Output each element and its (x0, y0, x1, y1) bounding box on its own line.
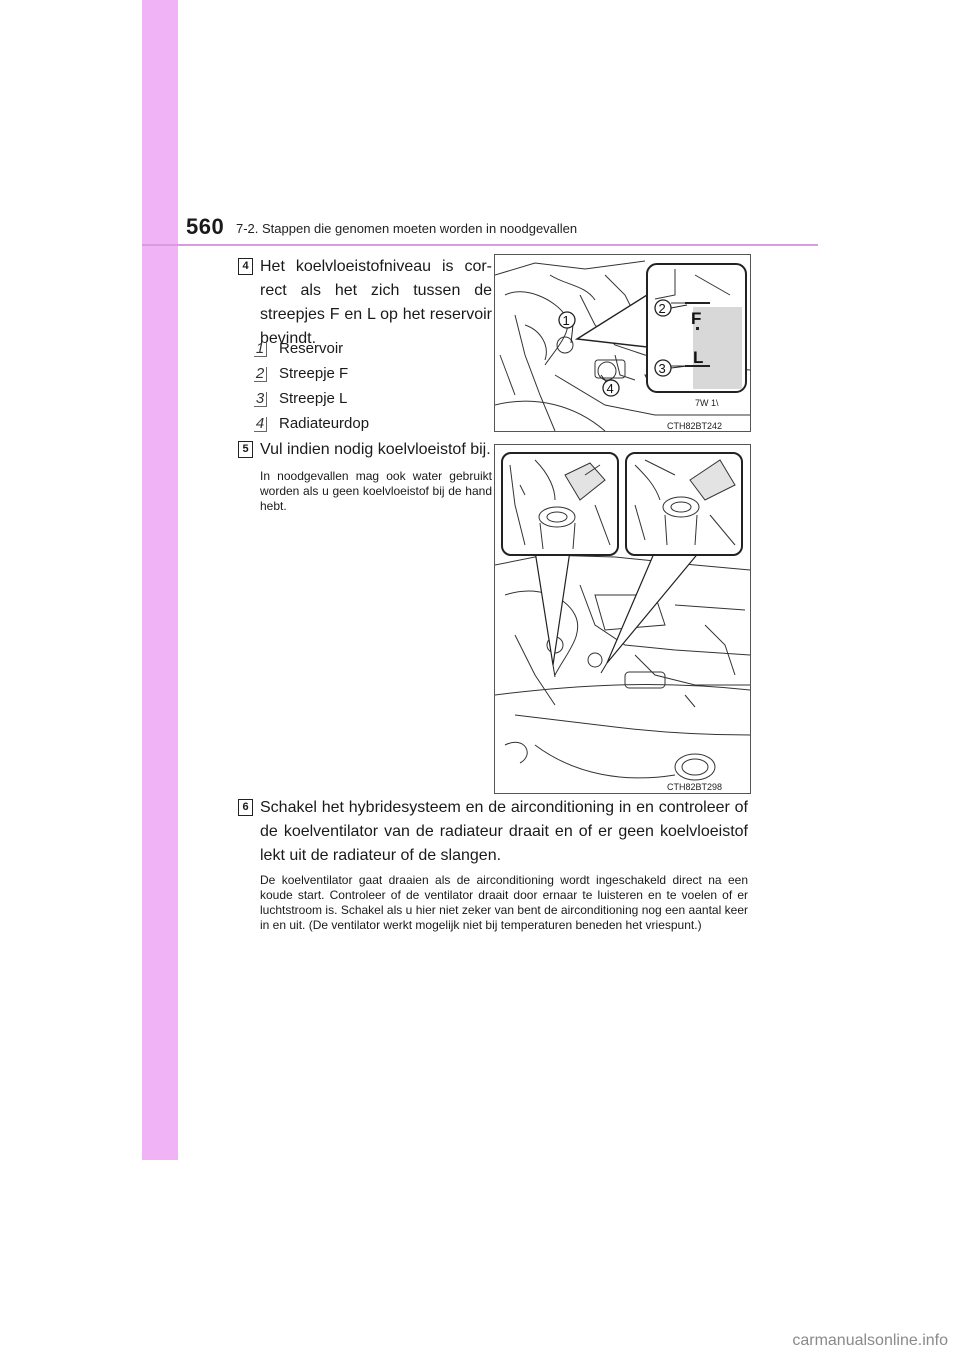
legend-item-streepje-f (254, 365, 348, 385)
legend-number: 3 (254, 392, 267, 407)
callout-1-label: 1 (562, 313, 570, 328)
legend-item-streepje-l (254, 390, 347, 410)
figure-refill-coolant (494, 444, 751, 794)
callout-4-label: 4 (606, 381, 614, 396)
mark-f-label: F (691, 309, 702, 328)
refill-illustration (495, 445, 750, 793)
step-5-note: In noodgevallen mag ook water gebruikt worden als u geen koelvloeistof bij de hand hebt. (260, 469, 492, 513)
legend-number: 4 (254, 417, 267, 432)
step-6-note: De koelventilator gaat draaien als de airconditioning wordt ingeschakeld direct na een koude start. Controleer of de ventilator draait door ernaar te luisteren en te voelen of er luchtstroom is. Schakel als u hier niet zeker van bent de airconditioning nog een aantal keer in en uit. (De ventilator werkt mogelijk niet bij temperaturen beneden het vriespunt.) (260, 873, 748, 932)
legend-item-reservoir (254, 340, 343, 360)
legend-label: Streepje F (279, 365, 349, 382)
step-5-marker: 5 (238, 441, 253, 458)
step-6-text: Schakel het hybridesysteem en de airconditioning in en controleer of de koelventilator van de radiateur draait en of er geen koelvloeistof lekt uit de radiateur of de slangen. (260, 799, 748, 864)
legend-label: Radiateurdop (279, 415, 370, 432)
engine-bay-illustration (495, 255, 750, 431)
step-4-text: Het koelvloeistofniveau is correct als het zich tussen de streepjes F en L op het reservoir bevindt. (260, 258, 492, 347)
page-number: 560 (186, 214, 225, 239)
watermark: carmanualsonline.info (792, 1332, 948, 1349)
step-5-text: Vul indien nodig koelvloeistof bij. (260, 441, 491, 458)
figure-code: CTH82BT242 (667, 421, 723, 431)
header-rule (142, 244, 818, 246)
callout-3-label: 3 (658, 361, 666, 376)
mark-l-label: L (693, 348, 704, 367)
callout-2-label: 2 (658, 301, 666, 316)
legend-label: Streepje L (279, 390, 348, 407)
figure-corner-text: 7W 1\ (695, 398, 719, 408)
legend-number: 2 (254, 367, 267, 382)
figure-code: CTH82BT298 (667, 782, 723, 792)
legend-number: 1 (254, 342, 267, 357)
section-title: 7-2. Stappen die genomen moeten worden in noodgevallen (236, 221, 578, 236)
step-4-marker: 4 (238, 258, 253, 275)
legend-label: Reservoir (279, 340, 344, 357)
chapter-side-band (142, 0, 178, 1160)
figure-coolant-reservoir (494, 254, 751, 432)
step-6-marker: 6 (238, 799, 253, 816)
legend-item-radiateurdop (254, 415, 369, 435)
